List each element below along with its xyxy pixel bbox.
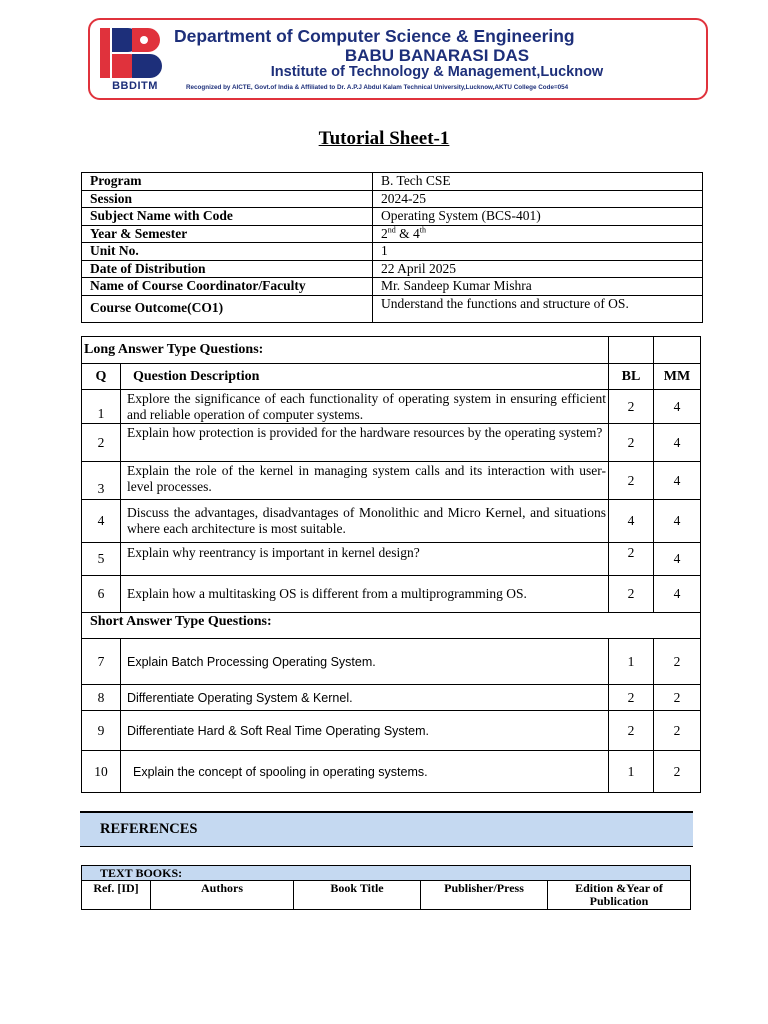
info-key: Year & Semester — [82, 225, 373, 243]
info-row — [82, 190, 703, 208]
info-key: Unit No. — [82, 243, 373, 261]
question-text: Explain Batch Processing Operating System. — [121, 639, 609, 685]
col-mm: MM — [654, 364, 701, 390]
info-key: Program — [82, 173, 373, 191]
question-mm: 2 — [654, 639, 701, 685]
col-book-title: Book Title — [294, 881, 421, 910]
table-row — [82, 685, 701, 711]
info-key: Name of Course Coordinator/Faculty — [82, 278, 373, 296]
table-row — [82, 639, 701, 685]
department-name: Department of Computer Science & Engineering — [174, 26, 575, 46]
question-bl: 2 — [609, 462, 654, 500]
question-number: 9 — [82, 711, 121, 751]
text-books-table — [81, 865, 691, 910]
question-mm: 4 — [654, 462, 701, 500]
question-text: Differentiate Operating System & Kernel. — [121, 685, 609, 711]
institute-name: Institute of Technology & Management,Lucknow — [270, 64, 604, 80]
empty-cell — [654, 337, 701, 364]
info-row — [82, 260, 703, 278]
col-q: Q — [82, 364, 121, 390]
info-value: 22 April 2025 — [373, 260, 703, 278]
question-mm: 2 — [654, 685, 701, 711]
text-books-heading-row — [82, 866, 691, 881]
question-number: 4 — [82, 500, 121, 543]
question-number: 6 — [82, 576, 121, 613]
question-bl: 4 — [609, 500, 654, 543]
question-text: Explain how protection is provided for the hardware resources by the operating system? — [121, 424, 609, 462]
logo-text: BBDITM — [112, 80, 158, 92]
info-row — [82, 243, 703, 261]
text-books-column-row — [82, 881, 691, 910]
questions-table — [81, 336, 701, 793]
info-row — [82, 295, 703, 322]
table-row — [82, 424, 701, 462]
info-key: Session — [82, 190, 373, 208]
recognition-note: Recognized by AICTE, Govt.of India & Affiliated to Dr. A.P.J Abdul Kalam Technical University,Lucknow,AKTU College Code=054 — [186, 84, 569, 91]
question-mm: 2 — [654, 711, 701, 751]
info-row — [82, 173, 703, 191]
year-suffix: nd — [387, 225, 396, 234]
course-info-table — [81, 172, 703, 323]
info-value: Understand the functions and structure of OS. — [373, 295, 703, 322]
empty-cell — [609, 337, 654, 364]
question-number: 8 — [82, 685, 121, 711]
col-bl: BL — [609, 364, 654, 390]
question-number: 3 — [82, 462, 121, 500]
info-row — [82, 278, 703, 296]
semester-value: & 4 — [395, 225, 420, 241]
question-mm: 4 — [654, 390, 701, 424]
long-answer-heading: Long Answer Type Questions: — [82, 337, 609, 364]
question-bl: 1 — [609, 751, 654, 793]
college-name: BABU BANARASI DAS — [344, 46, 530, 65]
header-banner — [88, 18, 708, 100]
table-row — [82, 711, 701, 751]
question-bl: 2 — [609, 576, 654, 613]
question-bl: 2 — [609, 424, 654, 462]
question-mm: 4 — [654, 424, 701, 462]
year-value: 2 — [381, 225, 388, 241]
info-key: Subject Name with Code — [82, 208, 373, 226]
question-text: Differentiate Hard & Soft Real Time Operating System. — [121, 711, 609, 751]
short-answer-heading: Short Answer Type Questions: — [82, 613, 701, 639]
info-value: Operating System (BCS-401) — [373, 208, 703, 226]
references-heading: REFERENCES — [100, 821, 198, 837]
references-bar — [80, 811, 693, 847]
question-text: Explore the significance of each functionality of operating system in ensuring efficient and reliable operation of computer systems. — [121, 390, 609, 424]
section-row — [82, 613, 701, 639]
question-text: Explain how a multitasking OS is different from a multiprogramming OS. — [121, 576, 609, 613]
question-mm: 4 — [654, 576, 701, 613]
info-value — [373, 225, 703, 243]
table-row — [82, 500, 701, 543]
info-row — [82, 225, 703, 243]
table-row — [82, 576, 701, 613]
col-authors: Authors — [151, 881, 294, 910]
question-text: Explain the role of the kernel in managing system calls and its interaction with user-level processes. — [121, 462, 609, 500]
question-bl: 1 — [609, 639, 654, 685]
info-key: Date of Distribution — [82, 260, 373, 278]
col-description: Question Description — [121, 364, 609, 390]
text-books-heading: TEXT BOOKS: — [82, 866, 691, 881]
info-key: Course Outcome(CO1) — [82, 295, 373, 322]
question-mm: 4 — [654, 500, 701, 543]
question-text: Explain the concept of spooling in operating systems. — [121, 751, 609, 793]
table-row — [82, 543, 701, 576]
page-title: Tutorial Sheet-1 — [318, 128, 450, 149]
semester-suffix: th — [419, 225, 426, 234]
table-row — [82, 390, 701, 424]
question-bl: 2 — [609, 711, 654, 751]
table-row — [82, 751, 701, 793]
info-value: B. Tech CSE — [373, 173, 703, 191]
column-header-row — [82, 364, 701, 390]
question-bl: 2 — [609, 685, 654, 711]
question-mm: 2 — [654, 751, 701, 793]
question-text: Explain why reentrancy is important in kernel design? — [121, 543, 609, 576]
col-ref-id: Ref. [ID] — [82, 881, 151, 910]
info-value: 2024-25 — [373, 190, 703, 208]
question-number: 1 — [82, 390, 121, 424]
table-row — [82, 462, 701, 500]
col-publisher: Publisher/Press — [421, 881, 548, 910]
question-number: 7 — [82, 639, 121, 685]
info-value: 1 — [373, 243, 703, 261]
section-row — [82, 337, 701, 364]
question-bl: 2 — [609, 390, 654, 424]
info-value: Mr. Sandeep Kumar Mishra — [373, 278, 703, 296]
col-edition-year: Edition &Year of Publication — [548, 881, 691, 910]
question-number: 5 — [82, 543, 121, 576]
bbditm-logo — [98, 26, 172, 92]
question-bl: 2 — [609, 543, 654, 576]
bbd-logo-icon — [98, 26, 172, 80]
info-row — [82, 208, 703, 226]
question-number: 10 — [82, 751, 121, 793]
question-mm: 4 — [654, 543, 701, 576]
question-number: 2 — [82, 424, 121, 462]
question-text: Discuss the advantages, disadvantages of Monolithic and Micro Kernel, and situations where each architecture is most suitable. — [121, 500, 609, 543]
